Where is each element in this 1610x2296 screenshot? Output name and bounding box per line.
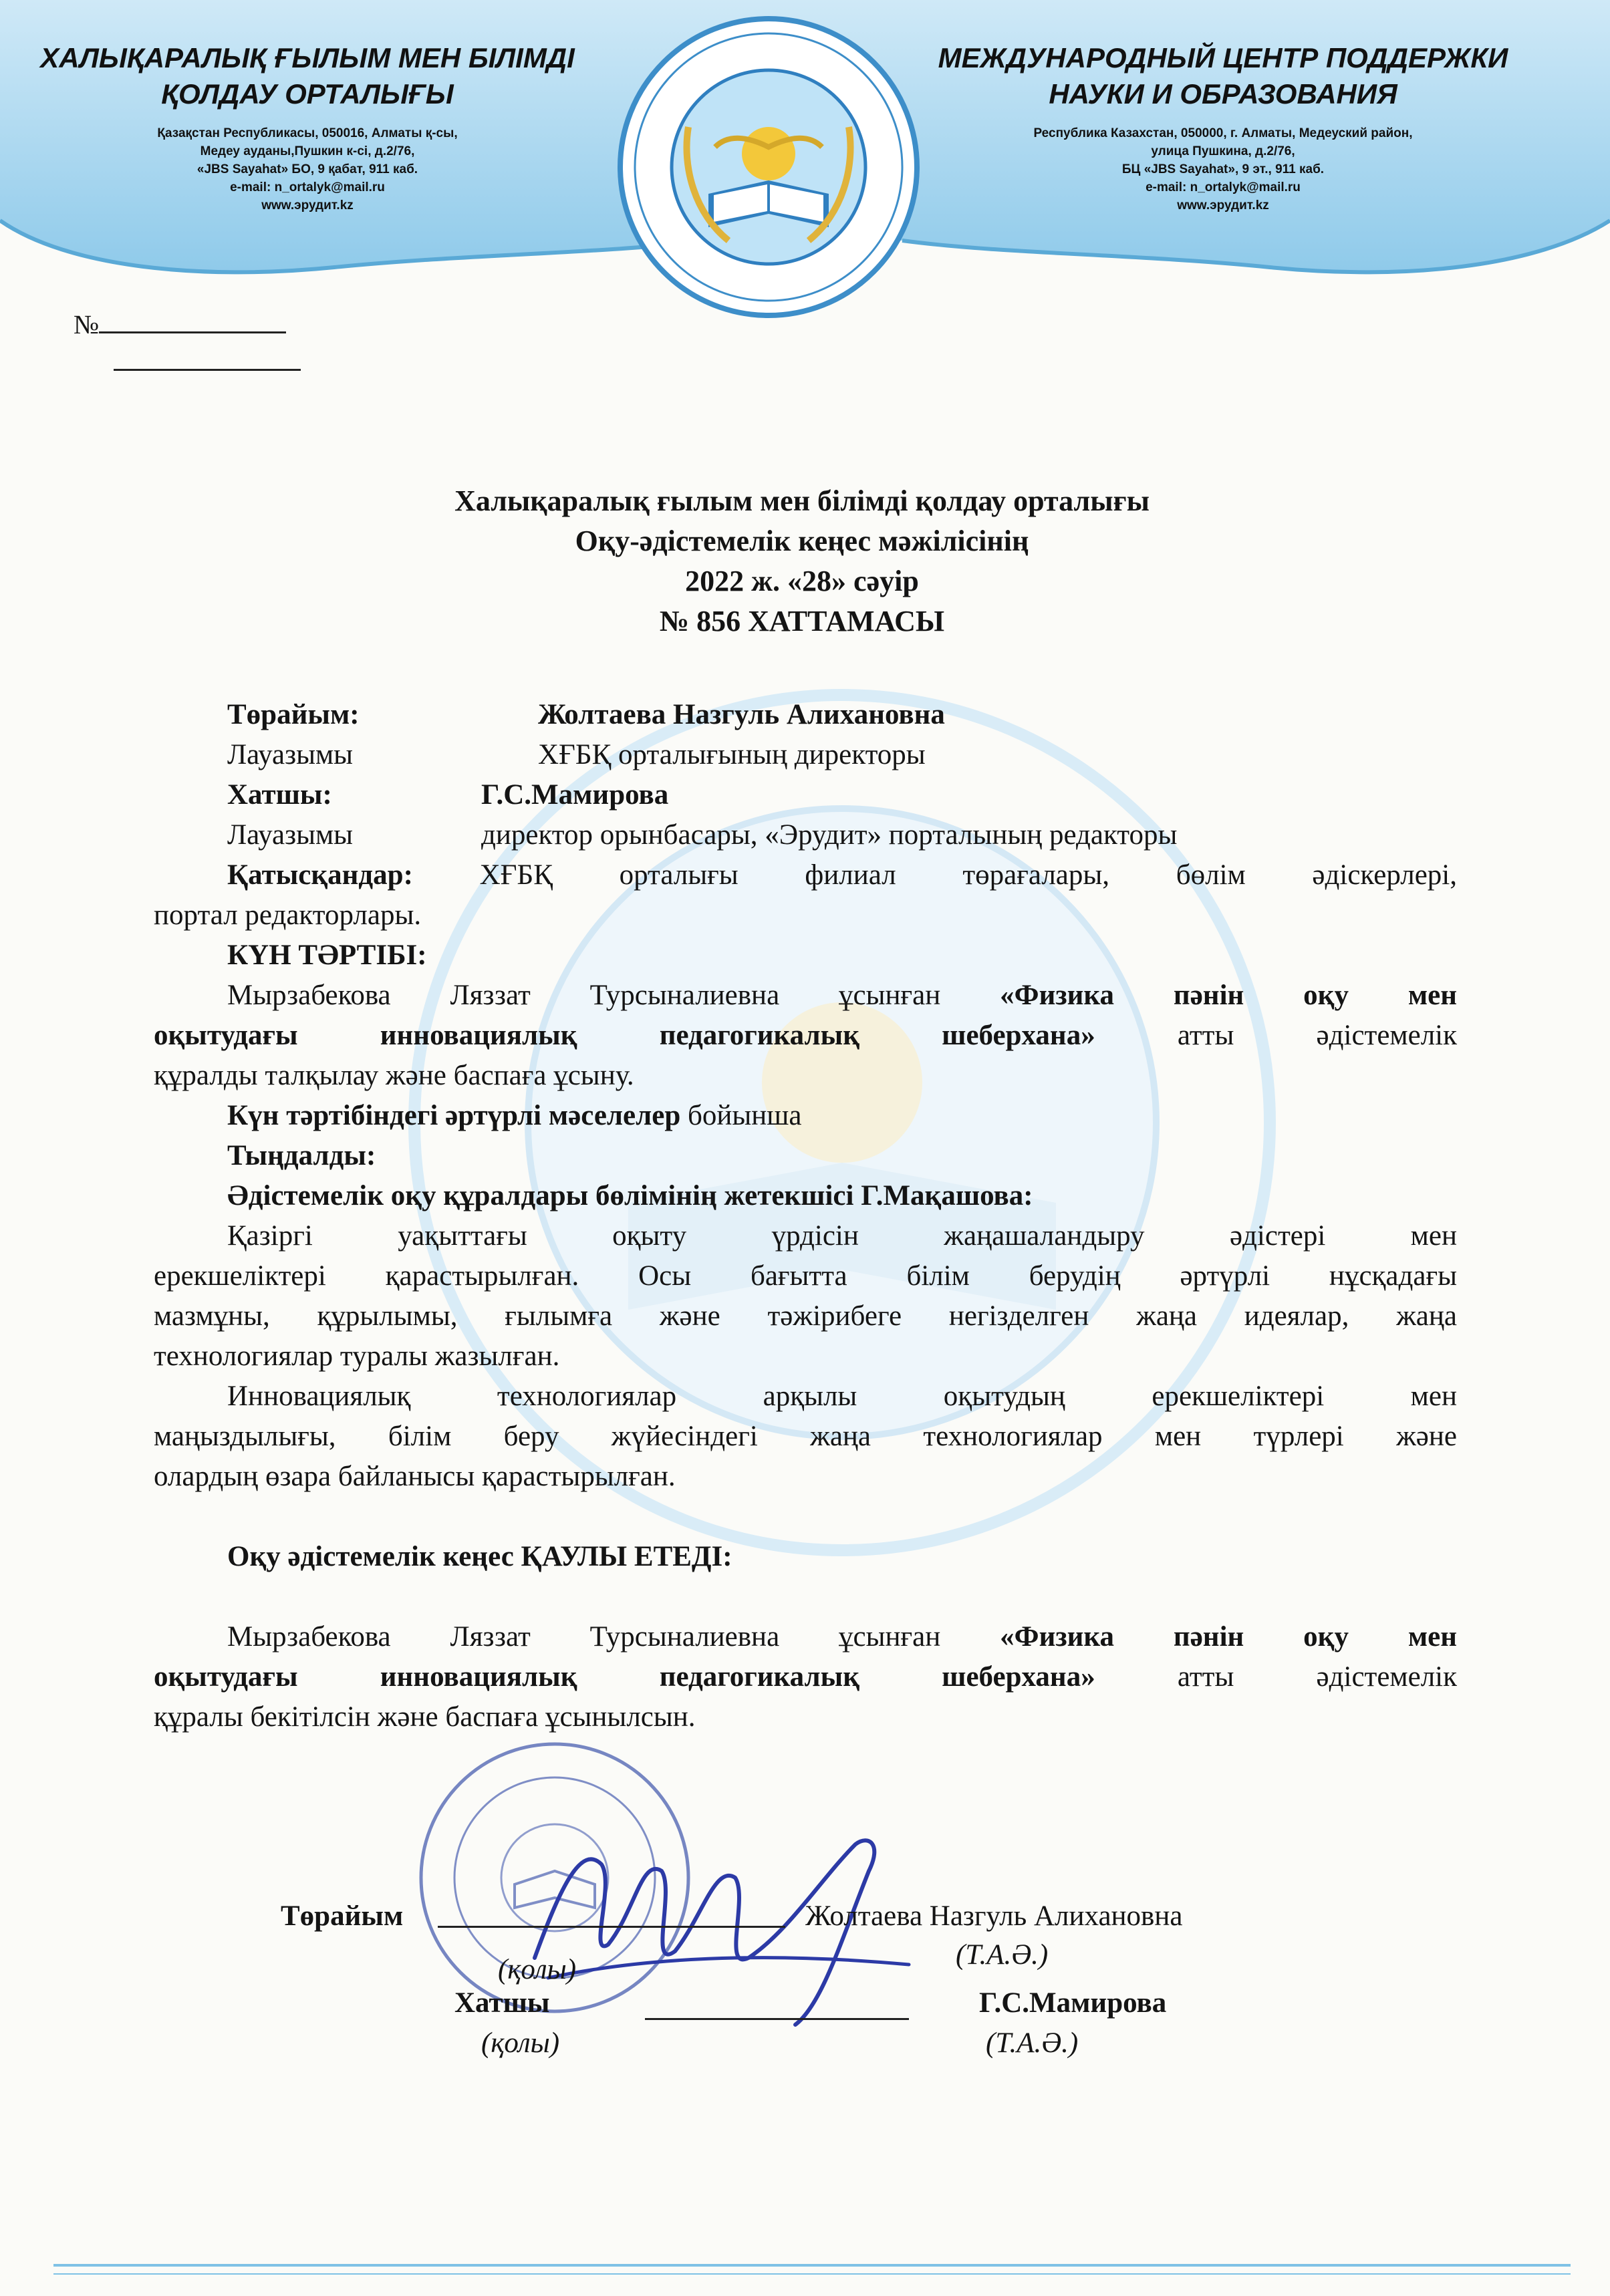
chair-sign-name: Жолтаева Назгуль Алихановна bbox=[805, 1900, 1183, 1932]
number-blank-line bbox=[99, 307, 286, 333]
agenda-line-3: құралды талқылау және баспаға ұсыну. bbox=[154, 1060, 634, 1091]
organization-emblem-icon bbox=[615, 13, 922, 321]
secretary-sign-name: Г.С.Мамирова bbox=[979, 1987, 1167, 2019]
footer-rule-bottom bbox=[53, 2273, 1571, 2275]
resolution-line-1: Мырзабекова Ляззат Турсыналиевна ұсынған «Физика пәнін оқу мен bbox=[227, 1621, 1457, 1653]
left-org-address: Қазақстан Республикасы, 050016, Алматы қ-сы, Медеу ауданы,Пушкин к-сі, д.2/76, «JBS Sayahat» БО, 9 қабат, 911 каб. e-mail: n_ortalyk@mail.ru www.эрудит.kz bbox=[157, 126, 458, 212]
chair-sign-label: Төрайым bbox=[281, 1900, 404, 1932]
agenda-label: КҮН ТӘРТІБІ: bbox=[227, 940, 427, 971]
document-title: Халықаралық ғылым мен білімді қолдау орталығы Оқу-әдістемелік кеңес мәжілісінің 2022 ж. «28» сәуір № 856 ХАТТАМАСЫ bbox=[454, 484, 1150, 637]
paragraph-2-line-2: маңыздылығы, білім беру жүйесіндегі жаңа технологиялар мен түрлері және bbox=[154, 1421, 1457, 1452]
chair-sign-line bbox=[438, 1926, 785, 1928]
resolution-label: Оқу әдістемелік кеңес ҚАУЛЫ ЕТЕДІ: bbox=[227, 1541, 732, 1572]
letterhead-right bbox=[936, 40, 1510, 214]
secretary-sign-label: Хатшы bbox=[454, 1987, 550, 2019]
paragraph-1-line-1: Қазіргі уақыттағы оқыту үрдісін жаңашаландыру әдістері мен bbox=[227, 1220, 1457, 1252]
participants-row: Қатысқандар: ХҒБҚ орталығы филиал төрағалары, бөлім әдіскерлері, bbox=[227, 859, 1458, 891]
date-blank-line bbox=[114, 369, 301, 371]
secretary-sign-caption: (қолы) bbox=[481, 2027, 560, 2059]
resolution-line-2: оқытудағы инновациялық педагогикалық шеберхана» атты әдістемелік bbox=[154, 1661, 1457, 1693]
secretary-sign-line bbox=[645, 2018, 909, 2020]
document-number: № bbox=[74, 307, 286, 341]
secretary-row: Хатшы: Г.С.Мамирова bbox=[227, 779, 669, 811]
right-org-address: Республика Казахстан, 050000, г. Алматы, Медеуский район, улица Пушкина, д.2/76, БЦ «JBS Sayahat», 9 эт., 911 каб. e-mail: n_ortalyk@mail.ru www.эрудит.kz bbox=[1033, 126, 1413, 212]
misc-issues-row: Күн тәртібіндегі әртүрлі мәселелер бойынша bbox=[227, 1100, 802, 1131]
speaker-line: Әдістемелік оқу құралдары бөлімінің жетекшісі Г.Мақашова: bbox=[227, 1180, 1033, 1211]
paragraph-2-line-3: олардың өзара байланысы қарастырылған. bbox=[154, 1461, 676, 1492]
secretary-name-caption: (Т.А.Ә.) bbox=[986, 2027, 1079, 2059]
resolution-line-3: құралы бекітілсін және баспаға ұсынылсын. bbox=[154, 1701, 696, 1733]
chair-name-caption: (Т.А.Ә.) bbox=[956, 1939, 1049, 1971]
chair-position-row: Лауазымы ХҒБҚ орталығының директоры bbox=[227, 739, 926, 770]
right-org-name: МЕЖДУНАРОДНЫЙ ЦЕНТР ПОДДЕРЖКИ НАУКИ И ОБРАЗОВАНИЯ bbox=[938, 42, 1508, 110]
agenda-line-1: Мырзабекова Ляззат Турсыналиевна ұсынған «Физика пәнін оқу мен bbox=[227, 980, 1457, 1011]
chair-row: Төрайым: Жолтаева Назгуль Алихановна bbox=[227, 699, 945, 730]
secretary-position-row: Лауазымы директор орынбасары, «Эрудит» порталының редакторы bbox=[227, 819, 1178, 851]
chair-sign-caption: (қолы) bbox=[498, 1954, 577, 1985]
left-org-name: ХАЛЫҚАРАЛЫҚ ҒЫЛЫМ МЕН БІЛІМДІ ҚОЛДАУ ОРТАЛЫҒЫ bbox=[40, 42, 575, 110]
paragraph-1-line-4: технологиялар туралы жазылған. bbox=[154, 1340, 560, 1372]
footer-rule-top bbox=[53, 2264, 1571, 2267]
letterhead-left bbox=[20, 40, 595, 214]
participants-row-cont: портал редакторлары. bbox=[154, 899, 422, 931]
paragraph-1-line-2: ерекшеліктері қарастырылған. Осы бағытта білім берудің әртүрлі нұсқадағы bbox=[154, 1260, 1457, 1292]
paragraph-1-line-3: мазмұны, құрылымы, ғылымға және тәжірибеге негізделген жаңа идеялар, жаңа bbox=[154, 1300, 1457, 1332]
heard-label: Тыңдалды: bbox=[227, 1140, 376, 1171]
paragraph-2-line-1: Инновациялық технологиялар арқылы оқытудың ерекшеліктері мен bbox=[227, 1381, 1457, 1412]
agenda-line-2: оқытудағы инновациялық педагогикалық шеберхана» атты әдістемелік bbox=[154, 1020, 1457, 1051]
protocol-body bbox=[154, 695, 1457, 1737]
